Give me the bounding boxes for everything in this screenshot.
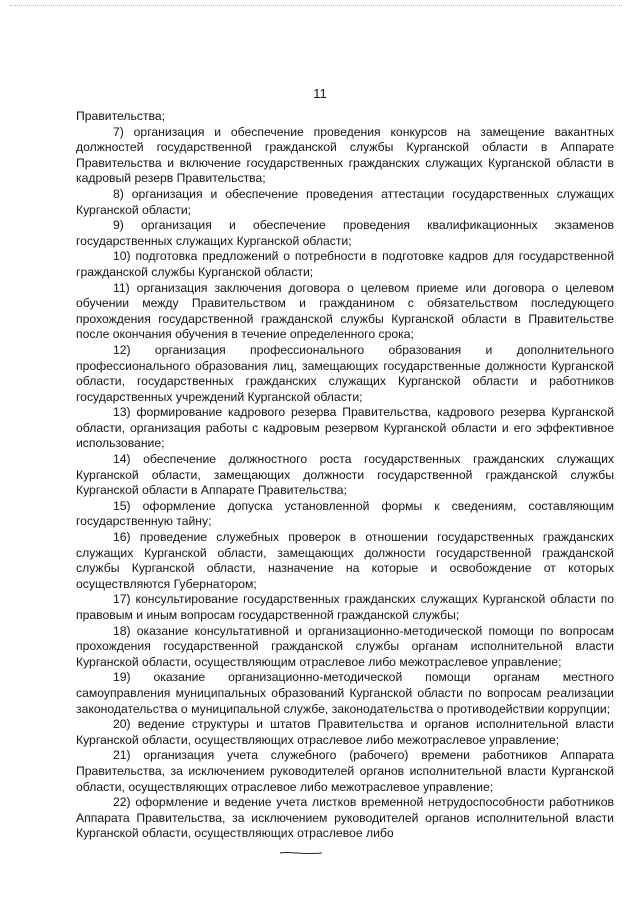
paragraph-item-20: 20) ведение структуры и штатов Правительства и органов исполнительной власти Курганской области, осуществляющих отраслевое либо межотраслевое управление; bbox=[76, 717, 614, 747]
paragraph-item-11: 11) организация заключения договора о целевом приеме или договора о целевом обучении между Правительством и гражданином с обязательством последующего прохождения государственной гражданской службы Курганской области в Правительстве после окончания обучения в течение определенного срока; bbox=[76, 280, 614, 342]
paragraph-item-10: 10) подготовка предложений о потребности в подготовке кадров для государственной гражданской службы Курганской области; bbox=[76, 249, 614, 279]
paragraph-item-22: 22) оформление и ведение учета листков временной нетрудоспособности работников Аппарата Правительства, за исключением руководителей органов исполнительной власти Курганской области, осуществляющих отраслевое либо bbox=[76, 795, 614, 841]
paragraph-item-15: 15) оформление допуска установленной формы к сведениям, составляющим государственную тайну; bbox=[76, 498, 614, 529]
paragraph-continuation: Правительства; bbox=[76, 109, 166, 123]
paragraph-item-18: 18) оказание консультативной и организационно-методической помощи по вопросам прохождения государственной гражданской службы органам исполнительной власти Курганской области, осуществляющим отраслевое либо межотраслевое управление; bbox=[76, 623, 614, 669]
handwritten-mark bbox=[279, 850, 323, 856]
page-top-border bbox=[10, 5, 622, 6]
paragraph-item-8: 8) организация и обеспечение проведения аттестации государственных служащих Курганской области; bbox=[76, 186, 614, 217]
paragraph-item-13: 13) формирование кадрового резерва Правительства, кадрового резерва Курганской области, организация работы с кадровым резервом Курганской области и его эффективное использование; bbox=[76, 405, 614, 451]
paragraph-item-7: 7) организация и обеспечение проведения конкурсов на замещение вакантных должностей государственной гражданской службы Курганской области в Аппарате Правительства и включение государственных гражданских служащих Курганской области в кадровый резерв Правительства; bbox=[76, 124, 614, 186]
paragraph-item-12: 12) организация профессионального образования и дополнительного профессионального образования лиц, замещающих государственные должности Курганской области, государственных гражданских служащих Курганской области и работников государственных учреждений Курганской области; bbox=[76, 342, 614, 404]
paragraph-item-17: 17) консультирование государственных гражданских служащих Курганской области по правовым и иным вопросам государственной гражданской службы; bbox=[76, 592, 614, 622]
paragraph-item-21: 21) организация учета служебного (рабочего) времени работников Аппарата Правительства, за исключением руководителей органов исполнительной власти Курганской области, осуществляющих отраслевое либо межотраслевое управление; bbox=[76, 748, 614, 794]
document-body bbox=[76, 109, 614, 842]
paragraph-item-9: 9) организация и обеспечение проведения квалификационных экзаменов государственных служащих Курганской области; bbox=[76, 218, 614, 248]
paragraph-item-16: 16) проведение служебных проверок в отношении государственных гражданских служащих Курганской области, замещающих должности государственной гражданской службы Курганской области, назначение на которые и освобождение от которых осуществляются Губернатором; bbox=[76, 530, 614, 591]
page-number: 11 bbox=[313, 86, 327, 101]
paragraph-item-14: 14) обеспечение должностного роста государственных гражданских служащих Курганской области, замещающих должности государственной гражданской службы Курганской области в Аппарате Правительства; bbox=[76, 452, 614, 498]
paragraph-item-19: 19) оказание организационно-методической помощи органам местного самоуправления муниципальных образований Курганской области по вопросам реализации законодательства о муниципальной службе, законодательства о противодействии коррупции; bbox=[76, 670, 614, 716]
